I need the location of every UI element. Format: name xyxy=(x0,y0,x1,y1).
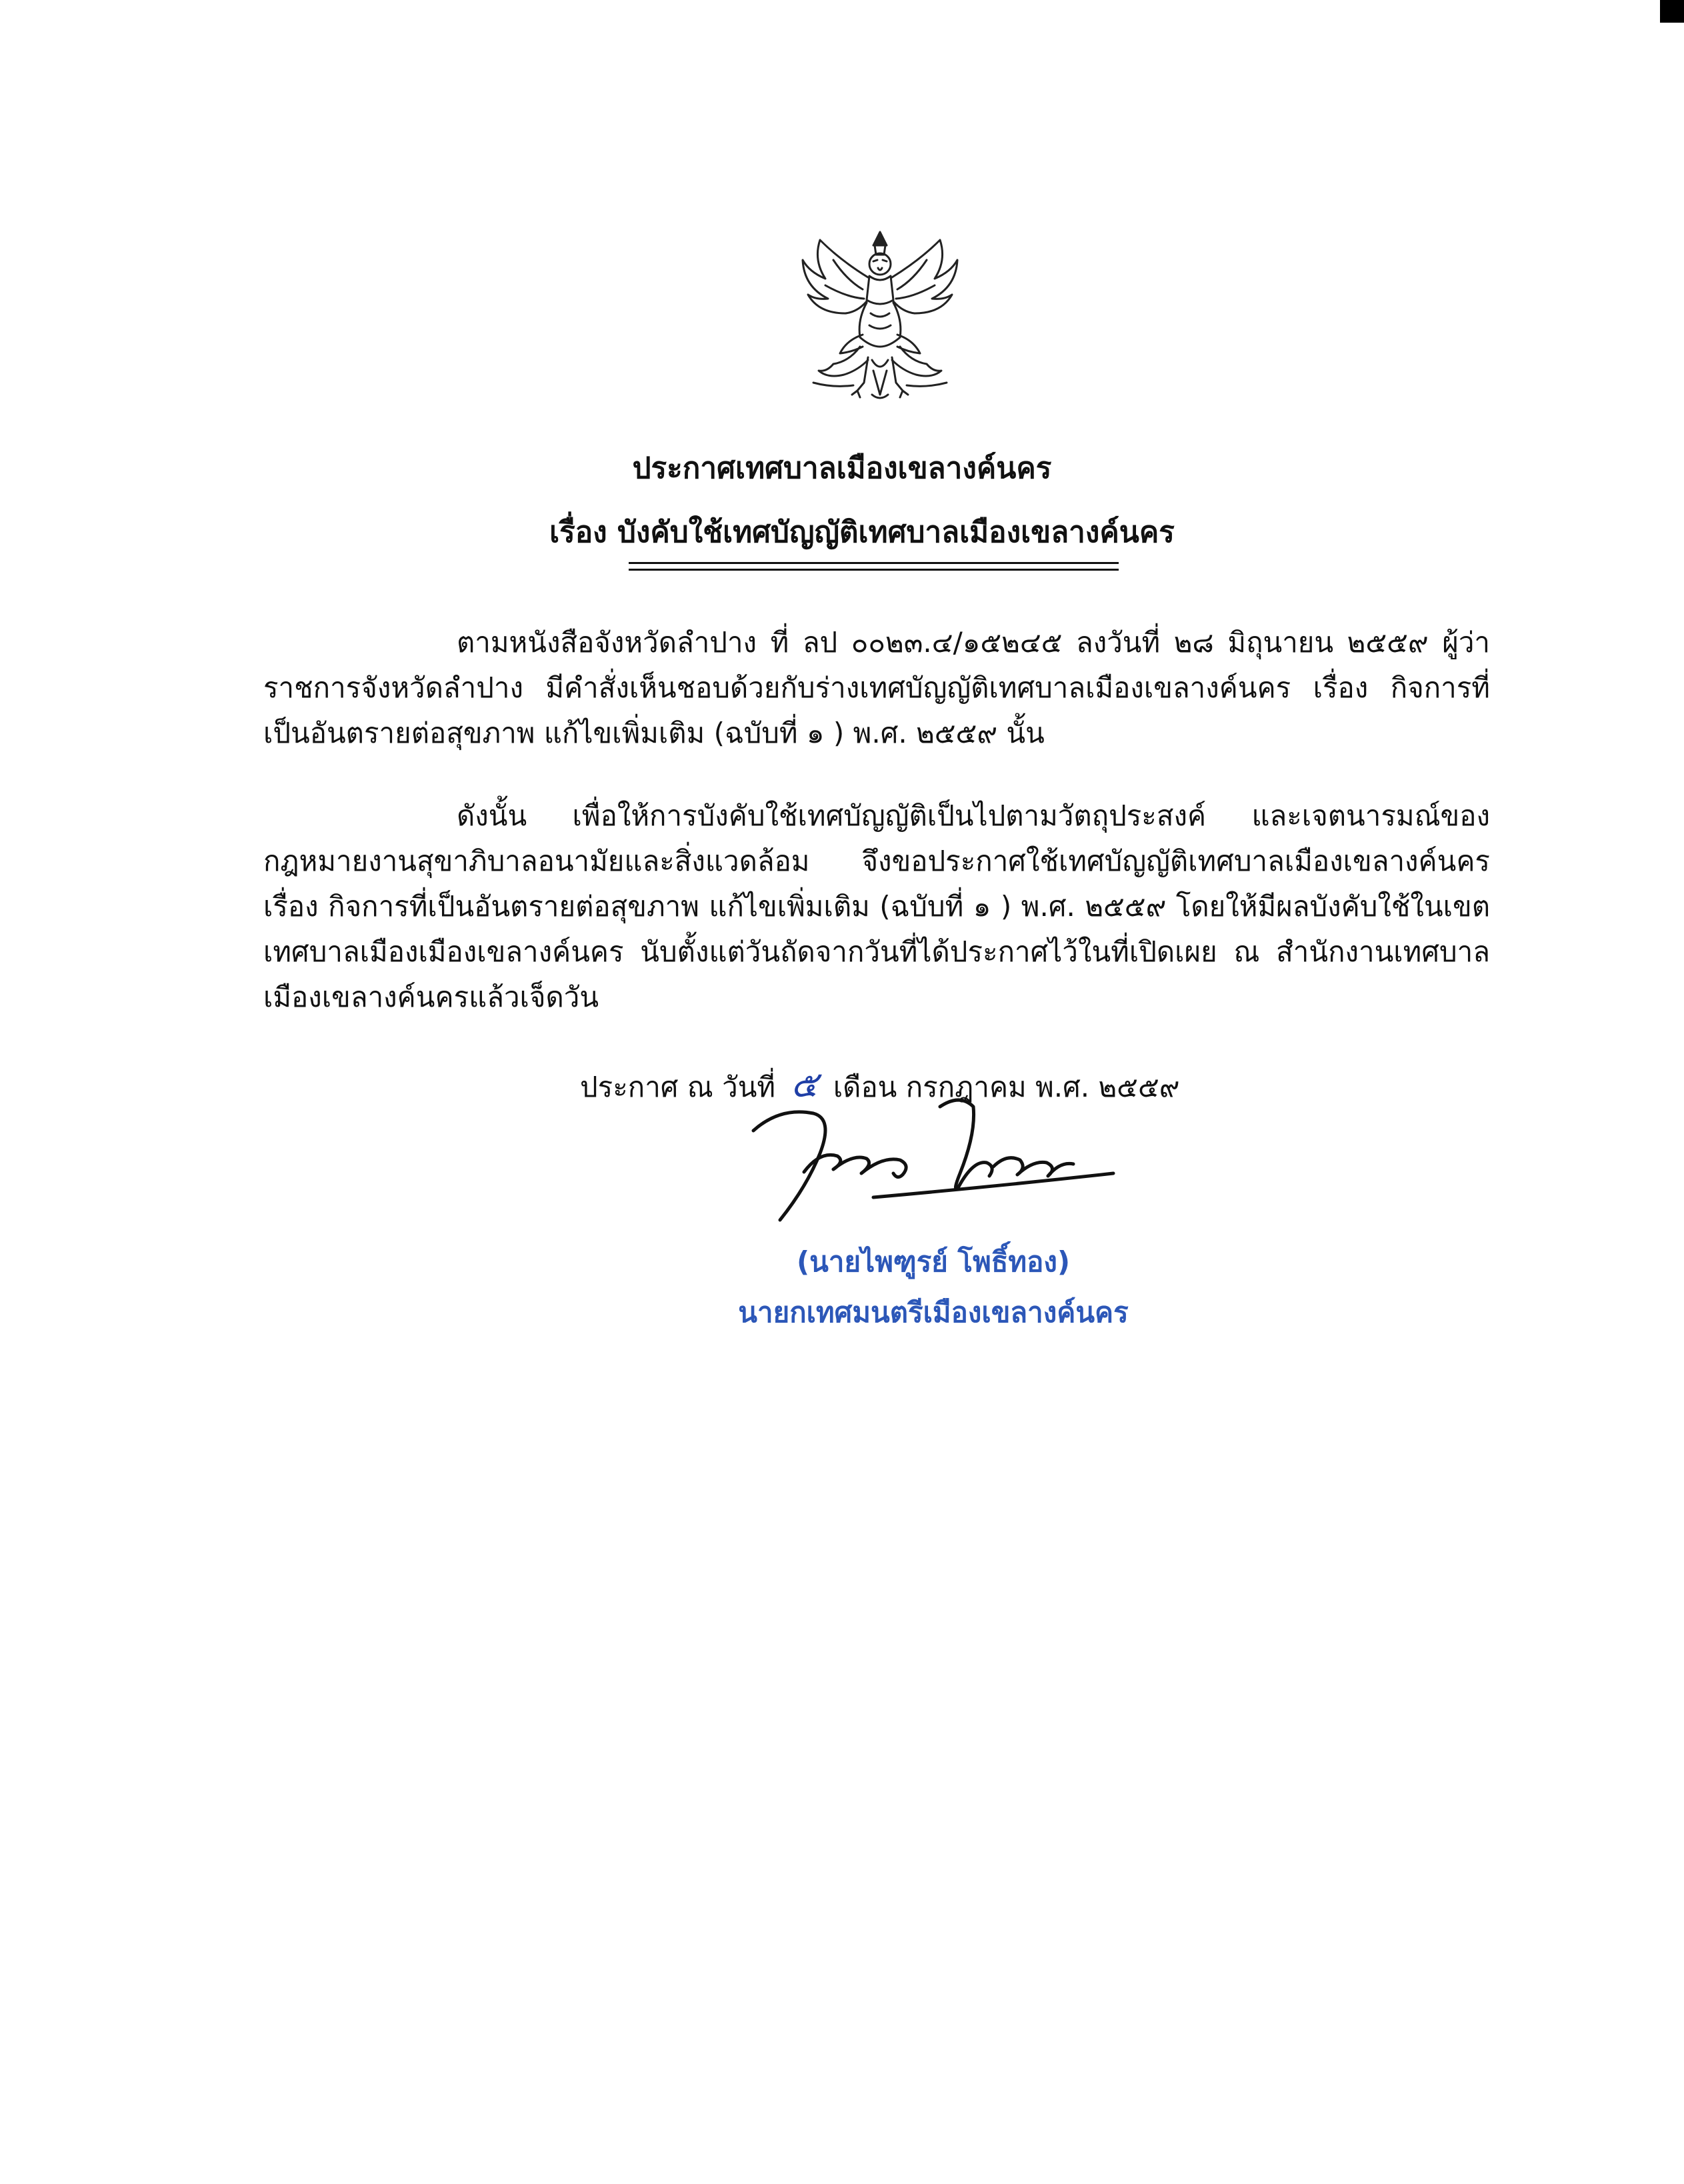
body-paragraph-1: ตามหนังสือจังหวัดลำปาง ที่ ลป ๐๐๒๓.๔/๑๕๒๔๕ ลงวันที่ ๒๘ มิถุนายน ๒๕๕๙ ผู้ว่าราชการจังหวัดลำปาง มีคำสั่งเห็นชอบด้วยกับร่างเทศบัญญัติเทศบาลเมืองเขลางค์นคร เรื่อง กิจการที่เป็นอันตรายต่อสุขภาพ แก้ไขเพิ่มเติม (ฉบับที่ ๑ ) พ.ศ. ๒๕๕๙ นั้น xyxy=(263,626,1490,749)
heading-divider xyxy=(629,569,1119,571)
signatory-name: (นายไพฑูรย์ โพธิ์ทอง) xyxy=(796,1245,1071,1278)
signatory-position: นายกเทศมนตรีเมืองเขลางค์นคร xyxy=(738,1296,1129,1329)
announcement-subject: เรื่อง บังคับใช้เทศบัญญัติเทศบาลเมืองเขลางค์นคร xyxy=(549,515,1175,549)
garuda-emblem-icon xyxy=(793,220,967,407)
handwritten-signature xyxy=(740,1087,1127,1227)
heading-divider xyxy=(629,562,1119,564)
document-heading xyxy=(0,437,1684,565)
body-paragraph-2: ดังนั้น เพื่อให้การบังคับใช้เทศบัญญัติเป็นไปตามวัตถุประสงค์ และเจตนารมณ์ของกฎหมายงานสุขาภิบาลอนามัยและสิ่งแวดล้อม จึงขอประกาศใช้เทศบัญญัติเทศบาลเมืองเขลางค์นคร เรื่อง กิจการที่เป็นอันตรายต่อสุขภาพ แก้ไขเพิ่มเติม (ฉบับที่ ๑ ) พ.ศ. ๒๕๕๙ โดยให้มีผลบังคับใช้ในเขตเทศบาลเมืองเมืองเขลางค์นคร นับตั้งแต่วันถัดจากวันที่ได้ประกาศไว้ในที่เปิดเผย ณ สำนักงานเทศบาลเมืองเขลางค์นครแล้วเจ็ดวัน xyxy=(263,799,1490,1013)
announcement-title: ประกาศเทศบาลเมืองเขลางค์นคร xyxy=(632,451,1052,485)
issued-suffix: เดือน กรกฎาคม พ.ศ. ๒๕๕๙ xyxy=(833,1071,1180,1103)
scan-corner-mark xyxy=(1660,0,1684,27)
signatory-block xyxy=(667,1237,1200,1338)
issued-prefix: ประกาศ ณ วันที่ xyxy=(580,1071,776,1103)
issued-day: ๕ xyxy=(791,1063,818,1105)
